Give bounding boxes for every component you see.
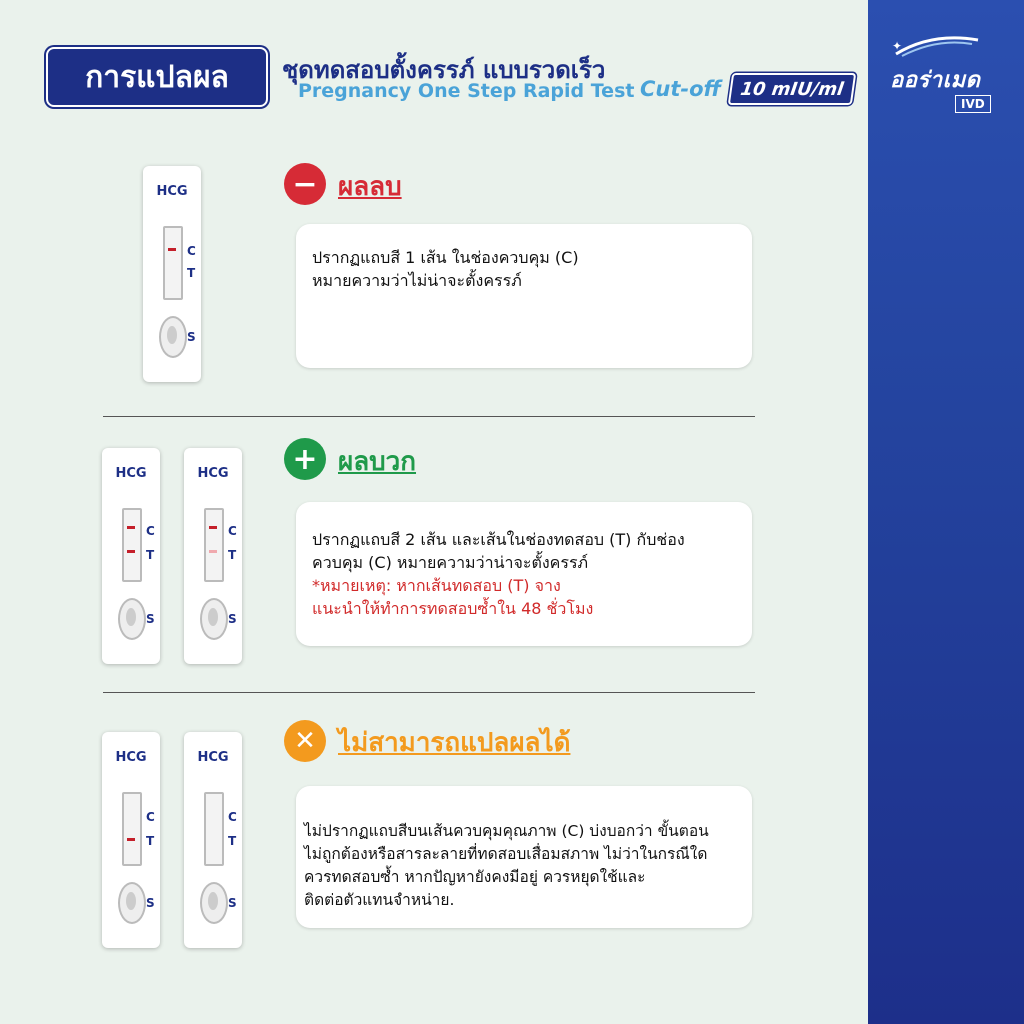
cutoff-value-text: 10 mIU/ml bbox=[739, 78, 845, 100]
test-strip-positive-faint bbox=[184, 448, 242, 664]
cutoff-value bbox=[728, 73, 856, 105]
positive-note-line-1: *หมายเหตุ: หากเส้นทดสอบ (T) จาง bbox=[312, 576, 561, 595]
invalid-heading: ไม่สามารถแปลผลได้ bbox=[338, 728, 571, 758]
faint-test-line bbox=[209, 550, 217, 553]
english-title: Pregnancy One Step Rapid Test bbox=[298, 80, 635, 102]
strip-hcg-label: HCG bbox=[197, 466, 229, 481]
control-line bbox=[168, 248, 176, 251]
sample-well bbox=[200, 882, 228, 924]
strip-hcg-label: HCG bbox=[115, 466, 147, 481]
positive-text-line-2: ควบคุม (C) หมายความว่าน่าจะตั้งครรภ์ bbox=[312, 553, 589, 572]
logo-swoosh-icon bbox=[892, 32, 982, 58]
sample-well bbox=[200, 598, 228, 640]
strip-s-label: S bbox=[146, 896, 155, 910]
positive-heading: ผลบวก bbox=[338, 447, 417, 477]
negative-text-line-2: หมายความว่าไม่น่าจะตั้งครรภ์ bbox=[312, 271, 522, 290]
strip-t-label: T bbox=[228, 548, 237, 562]
sample-well bbox=[118, 598, 146, 640]
result-window bbox=[122, 508, 142, 582]
brand-sidebar bbox=[868, 0, 1024, 1024]
test-line bbox=[127, 838, 135, 841]
positive-description-card bbox=[296, 502, 752, 646]
result-window bbox=[122, 792, 142, 866]
svg-text:✦: ✦ bbox=[892, 39, 903, 53]
invalid-text-line-2: ไม่ถูกต้องหรือสารละลายที่ทดสอบเสื่อมสภาพ ไม่ว่าในกรณีใด bbox=[304, 845, 708, 863]
strip-c-label: C bbox=[228, 810, 237, 824]
cutoff-label: Cut-off bbox=[640, 77, 722, 101]
strip-hcg-label: HCG bbox=[156, 184, 188, 199]
x-icon: ✕ bbox=[284, 720, 326, 762]
positive-text-line-1: ปรากฏแถบสี 2 เส้น และเส้นในช่องทดสอบ (T) กับช่อง bbox=[312, 530, 685, 549]
strip-c-label: C bbox=[146, 524, 155, 538]
strip-s-label: S bbox=[146, 612, 155, 626]
strip-s-label: S bbox=[228, 612, 237, 626]
page-title-badge: การแปลผล bbox=[46, 47, 268, 107]
thai-title: ชุดทดสอบตั้งครรภ์ แบบรวดเร็ว bbox=[282, 56, 606, 84]
strip-s-label: S bbox=[228, 896, 237, 910]
test-strip-negative bbox=[143, 166, 201, 382]
plus-icon: + bbox=[284, 438, 326, 480]
invalid-text-line-4: ติดต่อตัวแทนจำหน่าย. bbox=[304, 891, 455, 909]
result-window bbox=[204, 508, 224, 582]
strip-hcg-label: HCG bbox=[115, 750, 147, 765]
result-window bbox=[163, 226, 183, 300]
negative-heading: ผลลบ bbox=[338, 172, 402, 202]
strip-t-label: T bbox=[146, 834, 155, 848]
positive-note-line-2: แนะนำให้ทำการทดสอบซ้ำใน 48 ชั่วโมง bbox=[312, 599, 594, 618]
strip-t-label: T bbox=[146, 548, 155, 562]
result-window bbox=[204, 792, 224, 866]
test-strip-invalid-no-lines bbox=[184, 732, 242, 948]
strip-c-label: C bbox=[146, 810, 155, 824]
strip-t-label: T bbox=[228, 834, 237, 848]
minus-icon: − bbox=[284, 163, 326, 205]
strip-t-label: T bbox=[187, 266, 196, 280]
section-divider bbox=[103, 692, 755, 693]
brand-logo: ออร่าเมด bbox=[890, 68, 981, 93]
test-strip-invalid-test-only bbox=[102, 732, 160, 948]
test-strip-positive-strong bbox=[102, 448, 160, 664]
sample-well bbox=[118, 882, 146, 924]
control-line bbox=[209, 526, 217, 529]
strip-c-label: C bbox=[187, 244, 196, 258]
invalid-text-line-1: ไม่ปรากฏแถบสีบนเส้นควบคุมคุณภาพ (C) บ่งบอกว่า ขั้นตอน bbox=[304, 822, 709, 840]
strip-s-label: S bbox=[187, 330, 196, 344]
invalid-description-card bbox=[296, 786, 752, 928]
ivd-badge: IVD bbox=[955, 95, 991, 113]
negative-description-card bbox=[296, 224, 752, 368]
negative-text-line-1: ปรากฏแถบสี 1 เส้น ในช่องควบคุม (C) bbox=[312, 248, 579, 267]
strip-hcg-label: HCG bbox=[197, 750, 229, 765]
section-divider bbox=[103, 416, 755, 417]
test-line bbox=[127, 550, 135, 553]
sample-well bbox=[159, 316, 187, 358]
control-line bbox=[127, 526, 135, 529]
strip-c-label: C bbox=[228, 524, 237, 538]
invalid-text-line-3: ควรทดสอบซ้ำ หากปัญหายังคงมีอยู่ ควรหยุดใช้และ bbox=[304, 868, 646, 886]
